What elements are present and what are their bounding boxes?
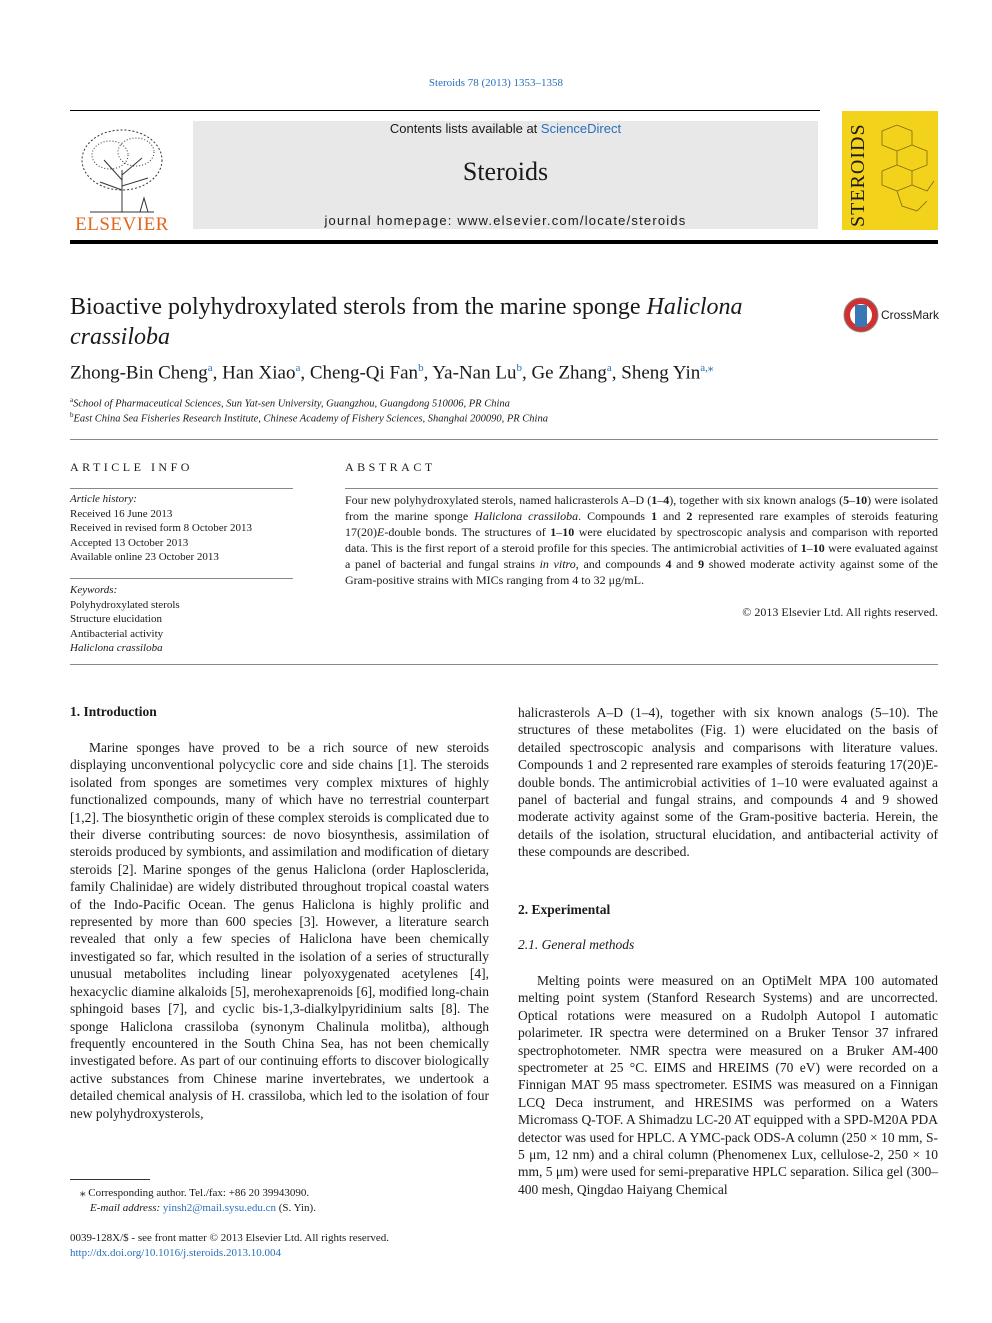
title-genus: Haliclona	[646, 294, 743, 320]
methods-paragraph	[518, 972, 938, 1198]
divider	[70, 439, 938, 440]
affil-marker: b	[70, 411, 74, 419]
elsevier-logo	[70, 120, 174, 232]
crossmark-label: CrossMark	[881, 308, 940, 322]
paragraph: Melting points were measured on an OptiMelt MPA 100 automated melting point system (Stanford Research Systems) and are uncorrected. Optical rotations were measured on a Rudolph Autopol I automatic polarimeter. IR spectra were determined on a Bruker Tensor 37 infrared spectrophotometer. NMR spectra were measured on a Bruker AM-400 spectrometer at 25 °C. EIMS and HREIMS (70 eV) were recorded on a Finnigan MAT 95 mass spectrometer. ESIMS was measured on a Finnigan LCQ Deca instrument, and HRESIMS was performed on a Waters Micromass Q-TOF. A Shimadzu LC-20 AT equipped with a SPD-M20A PDA detector was used for HPLC. A YMC-pack ODS-A column (250 × 10 mm, S-5 μm, 12 nm) and a chiral column (Phenomenex Lux, cellulose-2, 250 × 10 mm, 5 μm) were used for semi-preparative HPLC separation. Silica gel (300–400 mesh, Qingdao Haiyang Chemical	[518, 973, 938, 1197]
author[interactable]: Cheng-Qi Fan	[309, 362, 419, 384]
journal-title: Steroids	[462, 157, 549, 186]
email-link[interactable]: yinsh2@mail.sysu.edu.cn	[162, 1201, 277, 1214]
intro-continued	[518, 704, 938, 861]
author-affil-marker[interactable]: b	[516, 362, 522, 374]
abstract-text: Four new polyhydroxylated sterols, named halicrasterols A–D (1–4), together with six known analogs (5–10) were isolated from the marine sponge Haliclona crassiloba. Compounds 1 and 2 represented rare examples of steroids featuring 17(20)E-double bonds. The structures of 1–10 were elucidated by spectroscopic analysis and comparison with reported data. This is the first report of a steroid profile for this species. The antimicrobial activities of 1–10 were evaluated against a panel of bacterial and fungal strains in vitro, and compounds 4 and 9 showed moderate activity against some of the Gram-positive strains with MICs ranging from 4 to 32 μg/mL.	[345, 493, 939, 587]
divider	[345, 488, 938, 489]
affil-text: School of Pharmaceutical Sciences, Sun Yat-sen University, Guangzhou, Guangdong 510006, PR China	[73, 398, 510, 410]
footnote-rule	[70, 1179, 150, 1180]
footnote-corresponding	[70, 1186, 489, 1215]
crossmark-icon	[843, 297, 879, 333]
keyword: Structure elucidation	[70, 613, 162, 625]
divider	[70, 664, 938, 665]
keyword: Antibacterial activity	[70, 627, 164, 640]
experimental-heading: 2. Experimental	[518, 902, 611, 917]
copyright: © 2013 Elsevier Ltd. All rights reserved.	[742, 605, 938, 619]
author[interactable]: Zhong-Bin Cheng	[70, 362, 208, 384]
history-item: Received in revised form 8 October 2013	[70, 522, 253, 534]
journal-cover	[842, 111, 938, 230]
keywords-label: Keywords:	[70, 584, 118, 596]
divider	[70, 488, 293, 489]
author-affil-marker[interactable]: a	[606, 362, 612, 374]
crossmark-button[interactable]	[843, 296, 943, 336]
intro-paragraph	[70, 739, 489, 1122]
keywords	[70, 583, 295, 656]
title-species: crassiloba	[70, 324, 171, 350]
affil-text: East China Sea Fisheries Research Institute, Chinese Academy of Fishery Sciences, Shanghai 200090, PR China	[73, 413, 548, 425]
contents-prefix: Contents lists available at	[389, 121, 541, 136]
keyword: Polyhydroxylated sterols	[70, 598, 180, 611]
journal-citation[interactable]: Steroids 78 (2013) 1353–1358	[428, 77, 564, 89]
author-affil-marker[interactable]: a	[207, 362, 213, 374]
general-methods-heading: 2.1. General methods	[518, 937, 635, 952]
intro-heading: 1. Introduction	[70, 704, 157, 719]
history-item: Available online 23 October 2013	[70, 551, 219, 563]
history-item: Received 16 June 2013	[70, 507, 173, 520]
elsevier-wordmark: ELSEVIER	[75, 214, 169, 232]
author[interactable]: Ge Zhang	[531, 362, 607, 384]
cover-title: STEROIDS	[847, 123, 869, 227]
header-thick-rule	[70, 240, 938, 244]
divider	[70, 578, 293, 579]
email-suffix: (S. Yin).	[276, 1201, 316, 1214]
journal-homepage[interactable]: journal homepage: www.elsevier.com/locate/steroids	[324, 213, 687, 228]
abstract-heading: ABSTRACT	[345, 460, 436, 474]
history-label: Article history:	[70, 493, 137, 505]
article-info-heading: ARTICLE INFO	[70, 460, 193, 474]
keyword: Haliclona crassiloba	[70, 642, 163, 654]
sciencedirect-link[interactable]: ScienceDirect	[540, 121, 622, 136]
corresponding-author: ⁎ Corresponding author. Tel./fax: +86 20 39943090.	[80, 1187, 310, 1199]
paragraph: halicrasterols A–D (1–4), together with six known analogs (5–10). The structures of these metabolites (Fig. 1) were elucidated on the basis of detailed spectroscopic analysis and comparisons with literature values. Compounds 1 and 2 represented rare examples of steroids featuring 17(20)E-double bonds. The antimicrobial activities of 1–10 were evaluated against a panel of bacterial and fungal strains, and compounds 4 and 9 showed moderate activity against some of the Gram-positive bacteria. Herein, the details of the isolation, structural elucidation, and antibacterial activity of these compounds are described.	[518, 705, 938, 860]
email-label: E-mail address:	[90, 1201, 163, 1214]
article-history	[70, 492, 295, 565]
author-affil-marker[interactable]: b	[418, 362, 424, 374]
paragraph: Marine sponges have proved to be a rich source of new steroids displaying unconventional polycyclic core and side chains [1]. The steroids isolated from sponges are sometimes very complex mixtures of highly functionalized compounds, many of which have no terrestrial counterpart [1,2]. The biosynthetic origin of these complex steroids is complicated due to their diverse contributing sources: de novo biosynthesis, assimilation of steroids produced by symbionts, and assimilation and modification of dietary steroids [2]. Marine sponges of the genus Haliclona (order Haplosclerida, family Chalinidae) are widely distributed throughout tropical coastal waters of the Indo-Pacific Ocean. The genus Haliclona is highly prolific and represented by more than 600 species [3]. However, a literature search revealed that only a few species of Haliclona have been chemically investigated so far, which resulted in the isolation of a series of structurally unusual metabolites including linear polyoxygenated acetylenes [4], hexacyclic diamine alkaloids [5], merohexaprenoids [6], modified long-chain sphingoid bases [7], and cyclic bis-1,3-dialkylpyridinium salts [8]. The sponge Haliclona crassiloba (synonym Chalinula molitba), although frequently encountered in the South China Sea, has not been chemically investigated before. As part of our continuing efforts to discover biologically active substances from Chinese marine invertebrates, we undertook a detailed chemical analysis of H. crassiloba, which led to the isolation of four new polyhydroxysterols,	[70, 740, 489, 1121]
front-matter	[70, 1231, 570, 1260]
affiliation-a	[70, 396, 930, 410]
author[interactable]: Sheng Yin	[621, 362, 701, 384]
contents-line	[193, 121, 818, 136]
article-title	[70, 292, 800, 352]
doi-link[interactable]: http://dx.doi.org/10.1016/j.steroids.2013.10.004	[70, 1246, 281, 1259]
affil-marker: a	[70, 396, 74, 404]
author[interactable]: Ya-Nan Lu	[432, 362, 517, 384]
history-item: Accepted 13 October 2013	[70, 536, 189, 549]
issn-line: 0039-128X/$ - see front matter © 2013 Elsevier Ltd. All rights reserved.	[70, 1232, 390, 1244]
author-affil-marker[interactable]: a	[295, 362, 301, 374]
title-text: Bioactive polyhydroxylated sterols from the marine sponge	[70, 294, 647, 320]
author-list: Zhong-Bin Cheng$^a$, Han Xiao$^a$, Cheng-Qi Fan$^b$, Ya-Nan Lu$^b$, Ge Zhang$^a$, Sheng Yin$^{a,⁎}$	[70, 362, 714, 384]
header-rule	[70, 110, 820, 111]
affiliation-b	[70, 411, 930, 425]
author-affil-marker[interactable]: a,⁎	[700, 362, 714, 374]
author[interactable]: Han Xiao	[222, 362, 296, 384]
